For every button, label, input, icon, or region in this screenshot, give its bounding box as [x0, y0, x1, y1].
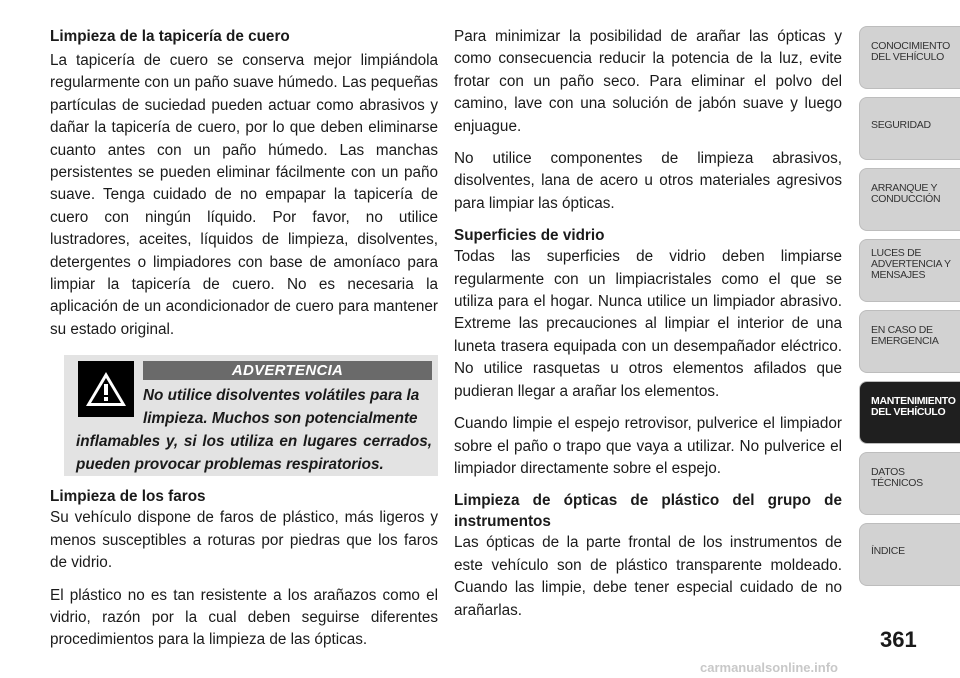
tab-indice[interactable]: ÍNDICE	[859, 523, 960, 586]
section-heading-leather: Limpieza de la tapicería de cuero	[50, 28, 290, 45]
tab-mantenimiento[interactable]: MANTENIMIENTO DEL VEHÍCULO	[859, 381, 960, 444]
tab-seguridad[interactable]: SEGURIDAD	[859, 97, 960, 160]
paragraph-optics-2: No utilice componentes de limpieza abrasivos, disolventes, lana de acero u otros materiales agresivos para limpiar las ópticas.	[454, 150, 842, 212]
left-column	[50, 26, 438, 662]
tab-emergencia[interactable]: EN CASO DE EMERGENCIA	[859, 310, 960, 373]
paragraph-optics-1: Para minimizar la posibilidad de arañar las ópticas y como consecuencia reducir la potencia de la luz, evite frotar con un paño seco. Para eliminar el polvo del camino, lave con una solución de jabón suave y luego enjuague.	[454, 28, 842, 135]
paragraph-leather: La tapicería de cuero se conserva mejor limpiándola regularmente con un paño suave húmedo. Las pequeñas partículas de suciedad pueden actuar como abrasivos y dañar la tapicería de cuero, por lo que deben eliminarse cuanto antes con un paño húmedo. Las manchas persistentes se pueden eliminar fácilmente con un paño suave. Tenga cuidado de no empapar la tapicería de cuero con ningún líquido. Por favor, no utilice lustradores, aceites, líquidos de limpieza, disolventes, detergentes o limpiadores con base de amoníaco para limpiar la tapicería de cuero. No es necesaria la aplicación de un acondicionador de cuero para mantener su estado original.	[50, 52, 438, 338]
warning-title: ADVERTENCIA	[143, 361, 432, 380]
paragraph-headlights-2: El plástico no es tan resistente a los arañazos como el vidrio, razón por la cual deben seguirse diferentes procedimientos para la limpieza de las ópticas.	[50, 586, 438, 649]
paragraph-instrument-optics: Las ópticas de la parte frontal de los instrumentos de este vehículo son de plástico transparente moldeado. Cuando las limpie, debe tener especial cuidado de no arañarlas.	[454, 534, 842, 619]
paragraph-glass-1: Todas las superficies de vidrio deben limpiarse regularmente con un limpiacristales como el que se utiliza para el hogar. Nunca utilice un limpiador abrasivo. Extreme las precauciones al limpiar el interior de una luneta trasera equipada con un desempañador eléctrico. No utilice rasquetas u otros elementos afilados que pudieran llegar a arañar los elementos.	[454, 248, 842, 400]
warning-box	[64, 355, 438, 476]
warning-line-rest: inflamables y, si los utiliza en lugares cerrados, pueden provocar problemas respiratorios.	[76, 433, 432, 474]
footer-watermark: carmanualsonline.info	[700, 660, 838, 675]
page-number: 361	[880, 627, 917, 652]
tab-conocimiento[interactable]: CONOCIMIENTO DEL VEHÍCULO	[859, 26, 960, 89]
paragraph-glass-2: Cuando limpie el espejo retrovisor, pulverice el limpiador sobre el paño o trapo que vaya a utilizar. No pulverice el limpiador directamente sobre el espejo.	[454, 415, 842, 477]
section-heading-glass: Superficies de vidrio	[454, 227, 605, 245]
right-column	[454, 26, 842, 632]
tab-datos[interactable]: DATOS TÉCNICOS	[859, 452, 960, 515]
warning-icon	[78, 361, 134, 417]
chapter-tabs	[859, 26, 960, 594]
paragraph-headlights-1: Su vehículo dispone de faros de plástico, más ligeros y menos susceptibles a roturas por piedras que los faros de vidrio.	[50, 509, 438, 572]
warning-line-2: limpieza. Muchos son potencialmente	[143, 410, 418, 428]
tab-arranque[interactable]: ARRANQUE Y CONDUCCIÓN	[859, 168, 960, 231]
warning-line-1: No utilice disolventes volátiles para la	[143, 387, 420, 405]
section-heading-instrument-optics: Limpieza de ópticas de plástico del grupo de instrumentos	[454, 492, 842, 531]
tab-luces[interactable]: LUCES DE ADVERTENCIA Y MENSAJES	[859, 239, 960, 302]
section-heading-headlights: Limpieza de los faros	[50, 488, 206, 506]
